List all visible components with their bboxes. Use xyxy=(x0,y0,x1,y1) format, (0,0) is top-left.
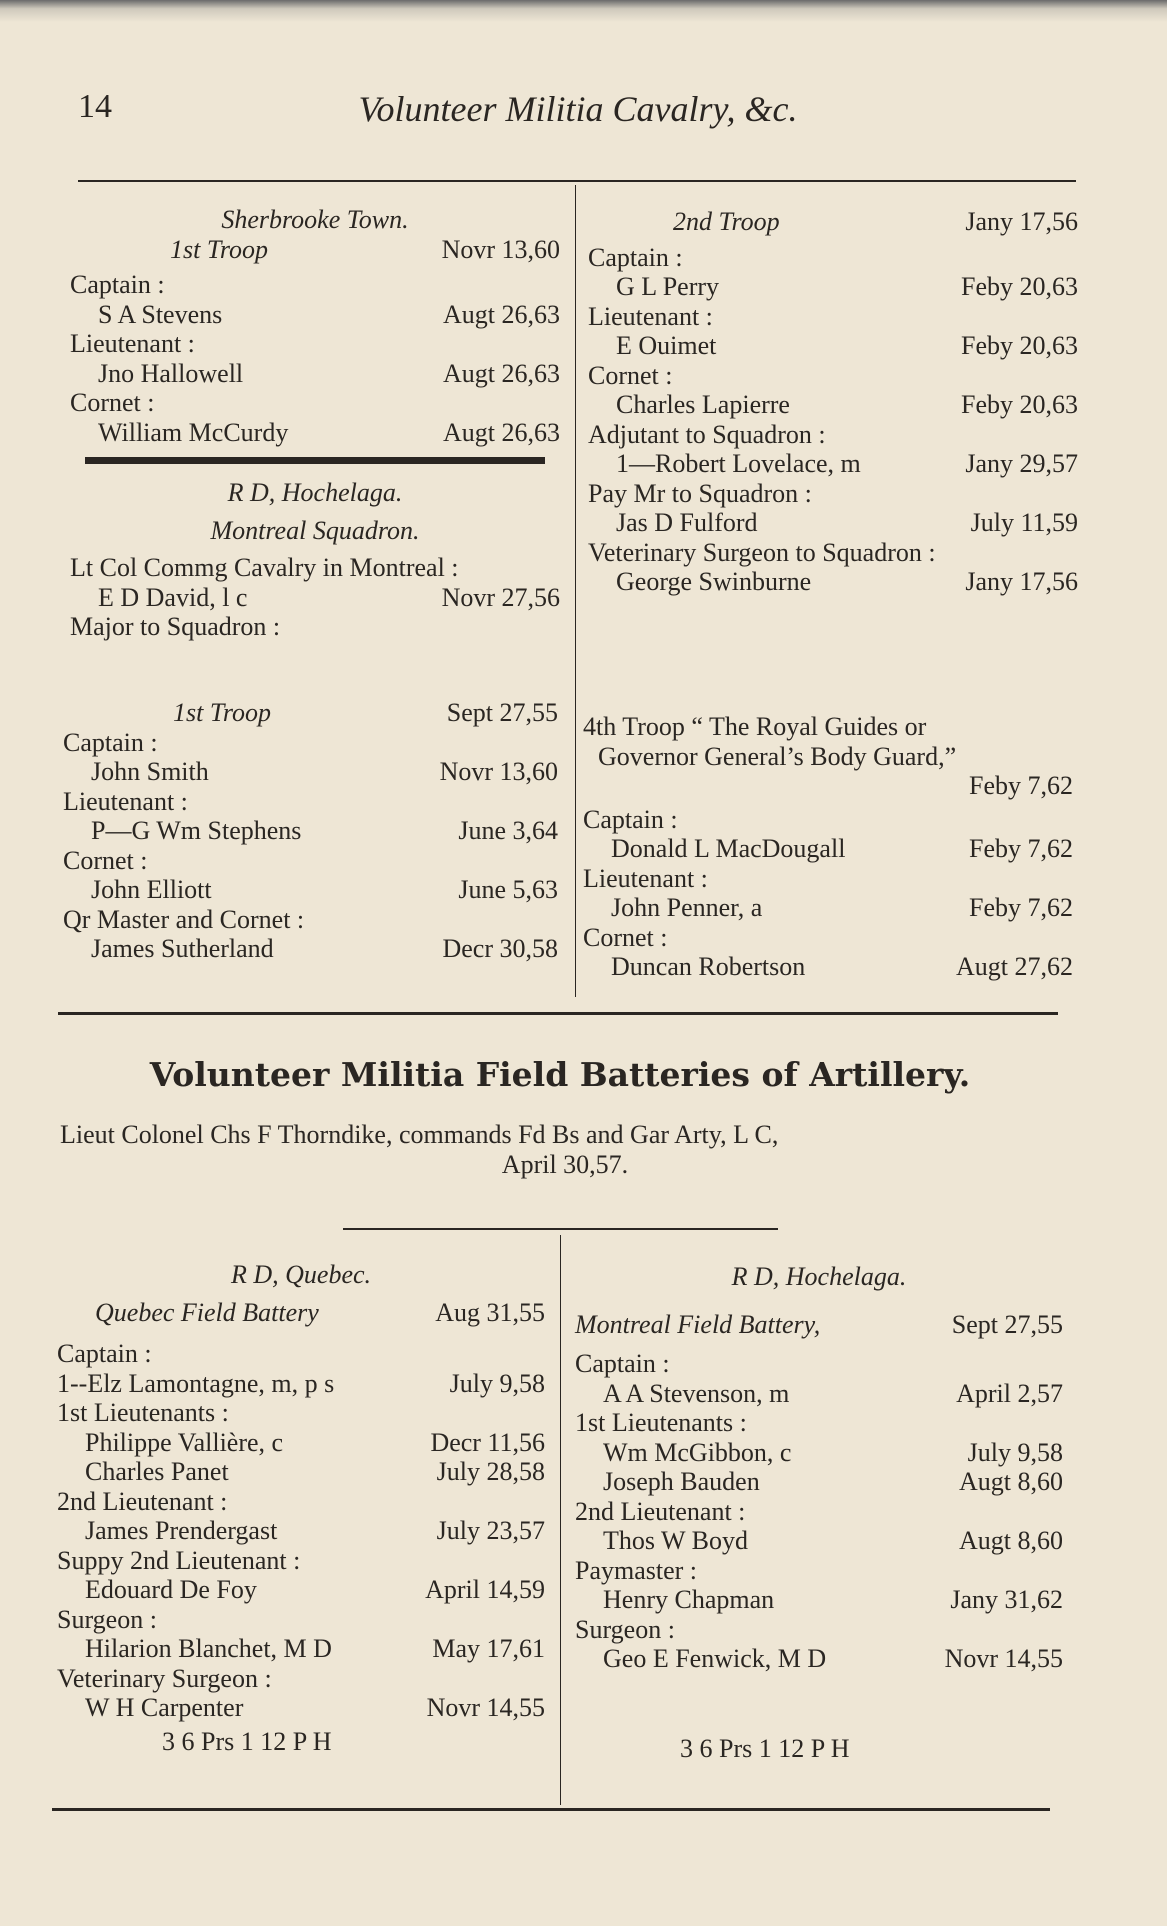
rank-label: Cornet : xyxy=(70,388,155,417)
entry-row xyxy=(575,1526,1063,1556)
entry-row xyxy=(583,834,1073,864)
entry-date: July 9,58 xyxy=(967,1437,1063,1467)
troop-heading-line1: 4th Troop “ The Royal Guides or xyxy=(583,712,927,741)
entry-name: Geo E Fenwick, M D xyxy=(603,1644,827,1673)
first-troop-section xyxy=(63,698,558,964)
column-divider-bottom xyxy=(560,1235,561,1805)
rank-label: Captain : xyxy=(575,1349,670,1378)
entry-row xyxy=(575,1644,1063,1674)
rank-label: Veterinary Surgeon : xyxy=(57,1663,272,1693)
entry-date: Novr 13,60 xyxy=(439,757,558,786)
entry-date: Feby 20,63 xyxy=(961,390,1078,419)
rank-label: 2nd Lieutenant : xyxy=(57,1486,228,1516)
entry-date: Feby 7,62 xyxy=(969,893,1073,922)
entry-row xyxy=(63,757,558,787)
page-header xyxy=(78,88,1078,138)
entry-name: S A Stevens xyxy=(98,299,223,329)
entry-date: Feby 20,63 xyxy=(961,272,1078,301)
entry-row xyxy=(583,893,1073,923)
district-heading: Sherbrooke Town. xyxy=(221,205,409,234)
rank-label: Adjutant to Squadron : xyxy=(588,419,826,449)
entry-row xyxy=(583,952,1073,982)
entry-row xyxy=(588,272,1078,302)
entry-name: 1—Robert Lovelace, m xyxy=(616,449,861,478)
entry-row xyxy=(63,816,558,846)
entry-row xyxy=(588,449,1078,479)
header-rule xyxy=(78,180,1076,182)
rank-label: 1st Lieutenants : xyxy=(57,1398,229,1427)
rank-label: Captain : xyxy=(63,727,158,757)
battery-date: Sept 27,55 xyxy=(951,1309,1063,1339)
entry-date: June 3,64 xyxy=(458,816,558,845)
artillery-title: Volunteer Militia Field Batteries of Artillery. xyxy=(149,1055,971,1094)
montreal-battery-section xyxy=(575,1262,1063,1763)
entry-row xyxy=(57,1575,545,1605)
entry-date: June 5,63 xyxy=(458,875,558,904)
battery-label: Montreal Field Battery, xyxy=(575,1309,821,1339)
entry-name: William McCurdy xyxy=(98,417,289,447)
artillery-commander xyxy=(60,1120,1070,1180)
rank-label: Lieutenant : xyxy=(588,301,713,331)
entry-date: Jany 29,57 xyxy=(965,449,1078,478)
page-number: 14 xyxy=(78,88,112,125)
entry-date: Augt 26,63 xyxy=(443,358,560,388)
entry-row xyxy=(70,418,560,448)
entry-name: Philippe Vallière, c xyxy=(85,1427,284,1457)
troop-heading-date-row xyxy=(583,771,1073,801)
entry-row xyxy=(63,934,558,964)
entry-date: April 14,59 xyxy=(425,1575,545,1604)
rank-label: 2nd Lieutenant : xyxy=(575,1496,746,1526)
entry-row xyxy=(57,1428,545,1458)
rank-label: Surgeon : xyxy=(575,1614,675,1644)
entry-name: Thos W Boyd xyxy=(603,1526,748,1555)
sherbrooke-section xyxy=(70,205,560,642)
commander-line2: April 30,57. xyxy=(501,1150,629,1179)
entry-date: July 23,57 xyxy=(436,1516,545,1545)
entry-row xyxy=(70,300,560,330)
entry-row xyxy=(63,875,558,905)
entry-name: E D David, l c xyxy=(98,582,248,612)
entry-name: Wm McGibbon, c xyxy=(603,1437,792,1467)
entry-date: Augt 26,63 xyxy=(443,299,560,329)
troop-date: Novr 13,60 xyxy=(441,234,560,264)
entry-name: Charles Lapierre xyxy=(616,390,790,419)
troop-heading xyxy=(63,698,558,728)
rank-label: Qr Master and Cornet : xyxy=(63,904,305,934)
rank-label: Pay Mr to Squadron : xyxy=(588,478,812,508)
entry-name: Duncan Robertson xyxy=(611,952,806,981)
entry-row xyxy=(575,1438,1063,1468)
troop-date: Sept 27,55 xyxy=(446,698,558,727)
district-heading: R D, Quebec. xyxy=(230,1260,372,1289)
entry-name: A A Stevenson, m xyxy=(603,1378,790,1408)
entry-date: July 9,58 xyxy=(449,1368,545,1398)
entry-name: Hilarion Blanchet, M D xyxy=(85,1634,332,1663)
squadron-heading: Montreal Squadron. xyxy=(210,515,420,545)
entry-date: Feby 20,63 xyxy=(961,331,1078,360)
rank-label: Cornet : xyxy=(63,845,148,875)
entry-row xyxy=(57,1634,545,1664)
entry-name: Henry Chapman xyxy=(603,1585,775,1614)
entry-name: John Penner, a xyxy=(611,893,763,922)
troop-date: Jany 17,56 xyxy=(965,207,1078,236)
entry-row xyxy=(70,359,560,389)
battery-label: Quebec Field Battery xyxy=(95,1297,319,1327)
entry-row xyxy=(588,567,1078,597)
guns-line: 3 6 Prs 1 12 P H xyxy=(162,1726,332,1756)
second-troop-section xyxy=(588,207,1078,597)
rank-label: Lieutenant : xyxy=(63,786,188,816)
entry-date: Augt 26,63 xyxy=(443,417,560,447)
district-heading-hochelaga: R D, Hochelaga. xyxy=(227,478,403,507)
entry-row xyxy=(575,1379,1063,1409)
commander-line1: Lieut Colonel Chs F Thorndike, commands Fd Bs and Gar Arty, L C, xyxy=(60,1120,779,1149)
entry-row xyxy=(588,390,1078,420)
rank-label: Lieutenant : xyxy=(70,329,195,358)
entry-date: July 11,59 xyxy=(970,508,1078,537)
bottom-rule xyxy=(52,1808,1050,1811)
rank-label: Cornet : xyxy=(583,922,668,952)
entry-name: P—G Wm Stephens xyxy=(91,816,302,845)
rank-label: Captain : xyxy=(583,804,678,834)
entry-date: Augt 8,60 xyxy=(959,1467,1063,1496)
troop-heading xyxy=(70,235,560,265)
troop-heading-line2: Governor General’s Body Guard,” xyxy=(598,741,957,771)
entry-name: James Prendergast xyxy=(85,1516,278,1545)
entry-row xyxy=(575,1585,1063,1615)
entry-name: Jno Hallowell xyxy=(98,358,244,388)
rank-label: Cornet : xyxy=(588,360,673,390)
battery-date: Aug 31,55 xyxy=(435,1297,545,1327)
page-top-edge xyxy=(0,0,1167,22)
rank-label: 1st Lieutenants : xyxy=(575,1408,747,1437)
entry-date: Novr 27,56 xyxy=(441,582,560,612)
entry-date: May 17,61 xyxy=(432,1634,545,1663)
entry-name: James Sutherland xyxy=(91,934,274,963)
entry-name: John Smith xyxy=(91,757,209,786)
lt-col-label: Lt Col Commg Cavalry in Montreal : xyxy=(70,553,459,582)
entry-row xyxy=(57,1457,545,1487)
entry-row xyxy=(57,1369,545,1399)
entry-name: Donald L MacDougall xyxy=(611,834,846,863)
entry-name: E Ouimet xyxy=(616,331,717,360)
section-rule xyxy=(58,1012,1058,1015)
rank-label: Captain : xyxy=(588,242,683,272)
battery-heading xyxy=(57,1298,545,1328)
entry-date: Jany 17,56 xyxy=(965,567,1078,596)
troop-label: 1st Troop xyxy=(170,234,269,264)
battery-heading xyxy=(575,1310,1063,1340)
entry-row xyxy=(588,508,1078,538)
entry-date: Jany 31,62 xyxy=(950,1585,1063,1614)
guns-line: 3 6 Prs 1 12 P H xyxy=(680,1733,850,1763)
entry-date: Decr 11,56 xyxy=(430,1427,545,1457)
district-heading: R D, Hochelaga. xyxy=(731,1262,907,1291)
entry-name: George Swinburne xyxy=(616,567,812,596)
entry-name: W H Carpenter xyxy=(85,1693,244,1722)
rank-label: Suppy 2nd Lieutenant : xyxy=(57,1545,301,1575)
troop-label: 2nd Troop xyxy=(673,207,780,236)
entry-date: Augt 8,60 xyxy=(959,1526,1063,1555)
entry-date: Augt 27,62 xyxy=(956,952,1073,981)
rank-label: Veterinary Surgeon to Squadron : xyxy=(588,537,936,567)
major-label: Major to Squadron : xyxy=(70,612,281,641)
rank-label: Lieutenant : xyxy=(583,863,708,893)
entry-row xyxy=(588,331,1078,361)
troop-date: Feby 7,62 xyxy=(969,771,1073,800)
fourth-troop-section xyxy=(583,712,1073,982)
entry-date: Decr 30,58 xyxy=(442,934,558,963)
entry-name: 1--Elz Lamontagne, m, p s xyxy=(57,1368,335,1398)
entry-name: Jas D Fulford xyxy=(616,508,758,537)
entry-date: Novr 14,55 xyxy=(426,1693,545,1722)
rank-label: Paymaster : xyxy=(575,1555,698,1585)
entry-name: John Elliott xyxy=(91,875,212,904)
entry-row xyxy=(57,1516,545,1546)
rank-label: Captain : xyxy=(70,270,165,299)
entry-row xyxy=(57,1693,545,1723)
short-rule xyxy=(343,1228,778,1230)
running-title: Volunteer Militia Cavalry, &c. xyxy=(358,89,798,129)
quebec-battery-section xyxy=(57,1260,545,1756)
entry-name: Edouard De Foy xyxy=(85,1575,257,1604)
entry-row xyxy=(575,1467,1063,1497)
troop-label: 1st Troop xyxy=(173,698,272,727)
column-divider-top xyxy=(575,185,576,997)
rank-label: Captain : xyxy=(57,1339,152,1368)
entry-row xyxy=(70,583,560,613)
troop-heading xyxy=(588,207,1078,237)
entry-name: Charles Panet xyxy=(85,1457,229,1486)
entry-date: Feby 7,62 xyxy=(969,834,1073,863)
entry-name: G L Perry xyxy=(616,272,720,301)
entry-date: Novr 14,55 xyxy=(944,1644,1063,1673)
rank-label: Surgeon : xyxy=(57,1604,157,1634)
entry-date: April 2,57 xyxy=(956,1378,1063,1408)
entry-name: Joseph Bauden xyxy=(603,1467,760,1496)
entry-date: July 28,58 xyxy=(436,1457,545,1486)
heavy-rule xyxy=(85,457,545,464)
